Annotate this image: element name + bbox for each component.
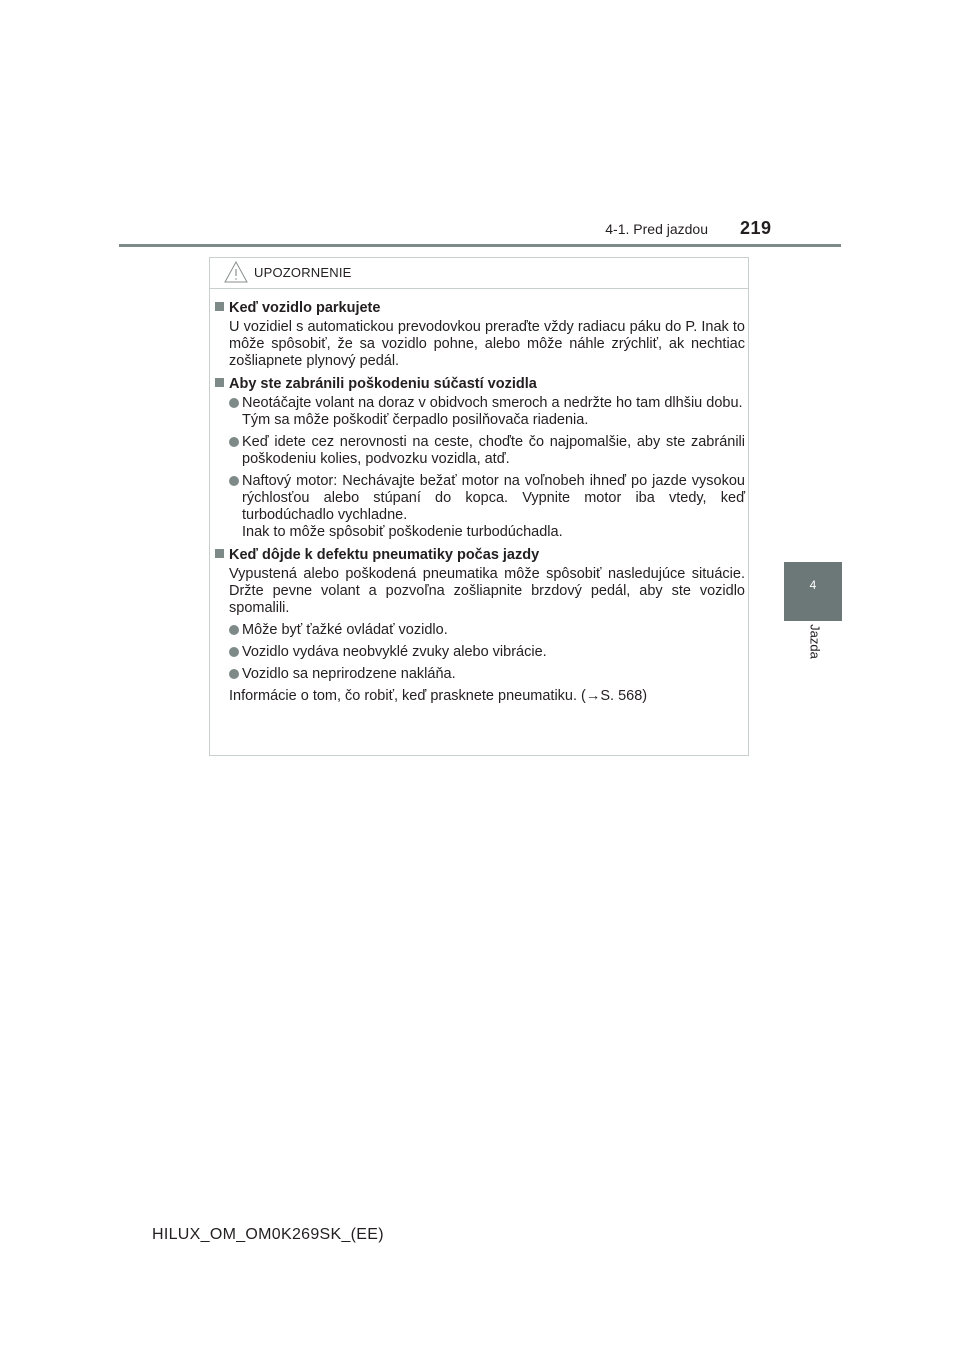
chapter-tab-label-wrap [805, 620, 825, 680]
page-reference: Informácie o tom, čo robiť, keď prasknete pneumatiku. (→S. 568) [229, 688, 648, 704]
list-item: Môže byť ťažké ovládať vozidlo. [229, 622, 745, 639]
section-title: Keď dôjde k defektu pneumatiky počas jazdy [215, 547, 745, 564]
list-item: Vozidlo vydáva neobvyklé zvuky alebo vibrácie. [229, 644, 745, 661]
round-bullet-icon [229, 476, 239, 486]
round-bullet-icon [229, 437, 239, 447]
section-flat-tire [215, 547, 745, 705]
list-item: Keď idete cez nerovnosti na ceste, choďte čo najpomalšie, aby ste zabránili poškodeniu kolies, podvozku vozidla, atď. [229, 434, 745, 468]
document-code: HILUX_OM_OM0K269SK_(EE) [152, 1226, 384, 1243]
square-bullet-icon [215, 378, 224, 387]
list-item: Vozidlo sa neprirodzene nakláňa. [229, 666, 745, 683]
chapter-tab-number: 4 [809, 578, 817, 592]
paragraph: Vypustená alebo poškodená pneumatika môže spôsobiť nasledujúce situácie. Držte pevne volant a pozvoľna zošliapnite brzdový pedál, aby ste vozidlo spomalili. [229, 566, 745, 616]
round-bullet-icon [229, 398, 239, 408]
list-item: Naftový motor: Nechávajte bežať motor na voľnobeh ihneď po jazde vysokou rýchlosťou alebo stúpaní do kopca. Vypnite motor iba vtedy, keď turbodúchadlo vychladne. Inak to môže spôsobiť poškodenie turbodúchadla. [229, 473, 745, 541]
page-number: 219 [740, 218, 772, 238]
round-bullet-icon [229, 647, 239, 657]
header-section-title: 4-1. Pred jazdou [605, 221, 708, 237]
header-divider [119, 244, 841, 247]
round-bullet-icon [229, 625, 239, 635]
square-bullet-icon [215, 549, 224, 558]
chapter-tab-label: Jazda [807, 624, 823, 659]
section-damage-prevention [215, 376, 745, 541]
warning-box [209, 257, 749, 756]
warning-header [210, 258, 748, 289]
square-bullet-icon [215, 302, 224, 311]
section-title: Keď vozidlo parkujete [215, 300, 745, 317]
warning-title: UPOZORNENIE [254, 265, 352, 280]
round-bullet-icon [229, 669, 239, 679]
paragraph: U vozidiel s automatickou prevodovkou preraďte vždy radiacu páku do P. Inak to môže spôsobiť, že sa vozidlo pohne, alebo môže náhle zrýchliť, ak nechtiac zošliapnete plynový pedál. [229, 319, 745, 369]
list-item: Neotáčajte volant na doraz v obidvoch smeroch a nedržte ho tam dlhšiu dobu. Tým sa môže poškodiť čerpadlo posilňovača riadenia. [229, 395, 745, 429]
warning-body [215, 300, 745, 711]
warning-triangle-icon [224, 261, 248, 283]
section-parking [215, 300, 745, 370]
section-title: Aby ste zabránili poškodeniu súčastí vozidla [215, 376, 745, 393]
